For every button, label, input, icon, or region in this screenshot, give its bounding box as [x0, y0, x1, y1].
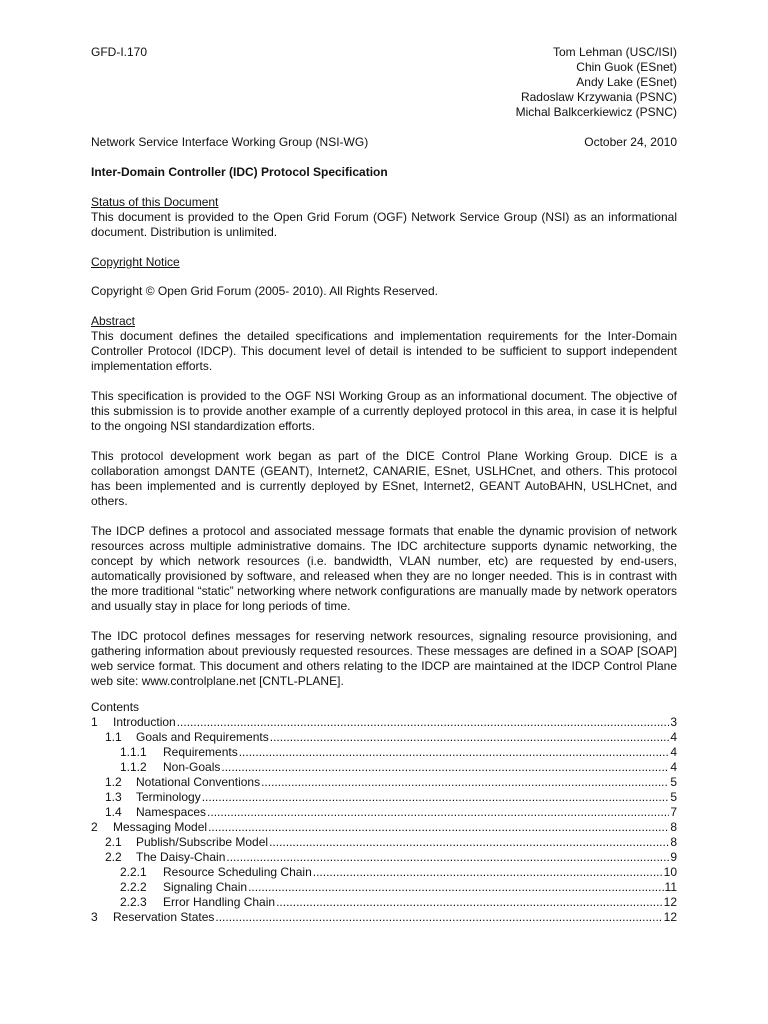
toc-entry-title: Terminology: [136, 790, 201, 804]
toc-entry[interactable]: [91, 775, 677, 790]
toc-entry[interactable]: [91, 760, 677, 775]
toc-dot-leader: [248, 880, 663, 895]
toc-entry-title: Reservation States: [113, 910, 215, 924]
toc-dot-leader: [202, 790, 670, 805]
document-title: Inter-Domain Controller (IDC) Protocol Specification: [91, 165, 388, 179]
toc-entry-title: Introduction: [113, 715, 176, 729]
toc-entry-number: 3: [91, 910, 98, 924]
status-text: This document is provided to the Open Grid Forum (OGF) Network Service Group (NSI) as an informational document. Distribution is unlimited.: [91, 210, 677, 239]
working-group-row: [91, 135, 677, 150]
document-date: October 24, 2010: [584, 135, 677, 149]
toc-dot-leader: [269, 835, 669, 850]
table-of-contents: [91, 700, 677, 925]
toc-entry-page: 9: [670, 850, 677, 864]
status-heading: Status of this Document: [91, 195, 219, 209]
abstract-paragraph: This document defines the detailed specifications and implementation requirements for the Inter-Domain Controller Protocol (IDCP). This document level of detail is intended to be sufficient to support independent implementation efforts.: [91, 329, 677, 373]
toc-entry-number: 2.2: [105, 850, 122, 864]
toc-entry-number: 2: [91, 820, 98, 834]
toc-dot-leader: [261, 775, 669, 790]
toc-dot-leader: [215, 910, 662, 925]
toc-dot-leader: [276, 895, 663, 910]
toc-entry-page: 4: [670, 745, 677, 759]
toc-entry-title: Messaging Model: [113, 820, 208, 834]
toc-entry[interactable]: [91, 745, 677, 760]
toc-dot-leader: [239, 745, 670, 760]
toc-dot-leader: [177, 715, 670, 730]
toc-entry-page: 10: [663, 865, 677, 879]
toc-entry-page: 12: [663, 895, 677, 909]
toc-entry-page: 11: [664, 880, 677, 894]
copyright-heading: Copyright Notice: [91, 255, 180, 269]
toc-entry-page: 3: [670, 715, 677, 729]
toc-heading: Contents: [91, 700, 140, 714]
toc-entry-number: 1: [91, 715, 98, 729]
author-name: Chin Guok (ESnet): [576, 60, 677, 74]
toc-entry-page: 4: [670, 730, 677, 744]
toc-entry[interactable]: [91, 895, 677, 910]
toc-entry-page: 8: [670, 820, 677, 834]
author-name: Tom Lehman (USC/ISI): [552, 45, 677, 59]
abstract-paragraph: This specification is provided to the OGF NSI Working Group as an informational document. The objective of this submission is to provide another example of a currently deployed protocol in this area, in case it is helpful to the ongoing NSI standardization efforts.: [91, 389, 677, 433]
toc-entry-title: Notational Conventions: [136, 775, 261, 789]
toc-entry-title: Non-Goals: [163, 760, 221, 774]
toc-entry-page: 8: [670, 835, 677, 849]
toc-entry[interactable]: [91, 715, 677, 730]
toc-entry-number: 2.1: [105, 835, 122, 849]
toc-entry-number: 2.2.2: [120, 880, 147, 894]
abstract-paragraph: The IDCP defines a protocol and associated message formats that enable the dynamic provision of network resources across multiple administrative domains. The IDC architecture supports dynamic networking, the concept by which network resources (i.e. bandwidth, VLAN number, etc) are requested by end-users, automatically provisioned by software, and released when they are no longer needed. This is in contrast with the more traditional “static” networking where network configurations are manually made by network operators and usually stay in place for long periods of time.: [91, 524, 677, 613]
author-name: Radoslaw Krzywania (PSNC): [520, 90, 677, 104]
toc-entry-title: Goals and Requirements: [136, 730, 269, 744]
toc-entry[interactable]: [91, 880, 677, 895]
abstract-paragraph: This protocol development work began as part of the DICE Control Plane Working Group. DICE is a collaboration amongst DANTE (GEANT), Internet2, CANARIE, ESnet, USLHCnet, and others. This protocol has been implemented and is currently deployed by ESnet, Internet2, GEANT AutoBAHN, USLHCnet, and others.: [91, 449, 677, 508]
toc-dot-leader: [226, 850, 669, 865]
toc-entry-number: 1.1.2: [120, 760, 147, 774]
abstract-paragraph: The IDC protocol defines messages for reserving network resources, signaling resource provisioning, and gathering information about previously requested resources. These messages are defined in a SOAP [SOAP] web service format. This document and others relating to the IDCP are maintained at the IDCP Control Plane web site: www.controlplane.net [CNTL-PLANE].: [91, 629, 677, 688]
author-name: Andy Lake (ESnet): [576, 75, 677, 89]
toc-entry-title: Publish/Subscribe Model: [136, 835, 269, 849]
toc-dot-leader: [313, 865, 663, 880]
toc-entry-title: Requirements: [163, 745, 238, 759]
toc-entry[interactable]: [91, 805, 677, 820]
toc-dot-leader: [207, 805, 669, 820]
toc-entry[interactable]: [91, 820, 677, 835]
toc-entry[interactable]: [91, 835, 677, 850]
toc-entry-page: 7: [670, 805, 677, 819]
toc-entry-page: 5: [670, 790, 677, 804]
toc-entry-page: 12: [663, 910, 677, 924]
working-group-name: Network Service Interface Working Group (NSI-WG): [91, 135, 369, 149]
toc-dot-leader: [270, 730, 670, 745]
status-section: [91, 195, 677, 240]
toc-entry-page: 4: [670, 760, 677, 774]
toc-entry[interactable]: [91, 850, 677, 865]
abstract-section: [91, 314, 677, 689]
toc-dot-leader: [208, 820, 669, 835]
toc-entry-number: 1.3: [105, 790, 122, 804]
toc-entry-title: Resource Scheduling Chain: [163, 865, 312, 879]
toc-entry[interactable]: [91, 910, 677, 925]
toc-entry-title: Namespaces: [136, 805, 207, 819]
toc-list: [91, 715, 677, 925]
toc-entry-title: Error Handling Chain: [163, 895, 276, 909]
toc-entry-number: 2.2.1: [120, 865, 147, 879]
toc-entry-number: 2.2.3: [120, 895, 147, 909]
toc-entry-title: Signaling Chain: [163, 880, 248, 894]
toc-entry[interactable]: [91, 865, 677, 880]
document-id: GFD-I.170: [91, 45, 148, 59]
toc-dot-leader: [221, 760, 669, 775]
toc-entry-page: 5: [670, 775, 677, 789]
toc-entry-number: 1.1: [105, 730, 122, 744]
copyright-text: Copyright © Open Grid Forum (2005- 2010). All Rights Reserved.: [91, 284, 438, 298]
toc-entry-number: 1.2: [105, 775, 122, 789]
abstract-heading: Abstract: [91, 314, 136, 328]
toc-entry[interactable]: [91, 790, 677, 805]
toc-entry-number: 1.1.1: [120, 745, 147, 759]
author-name: Michal Balkcerkiewicz (PSNC): [515, 105, 677, 119]
toc-entry-title: The Daisy-Chain: [136, 850, 226, 864]
author-list: [516, 45, 677, 120]
toc-entry[interactable]: [91, 730, 677, 745]
toc-entry-number: 1.4: [105, 805, 122, 819]
